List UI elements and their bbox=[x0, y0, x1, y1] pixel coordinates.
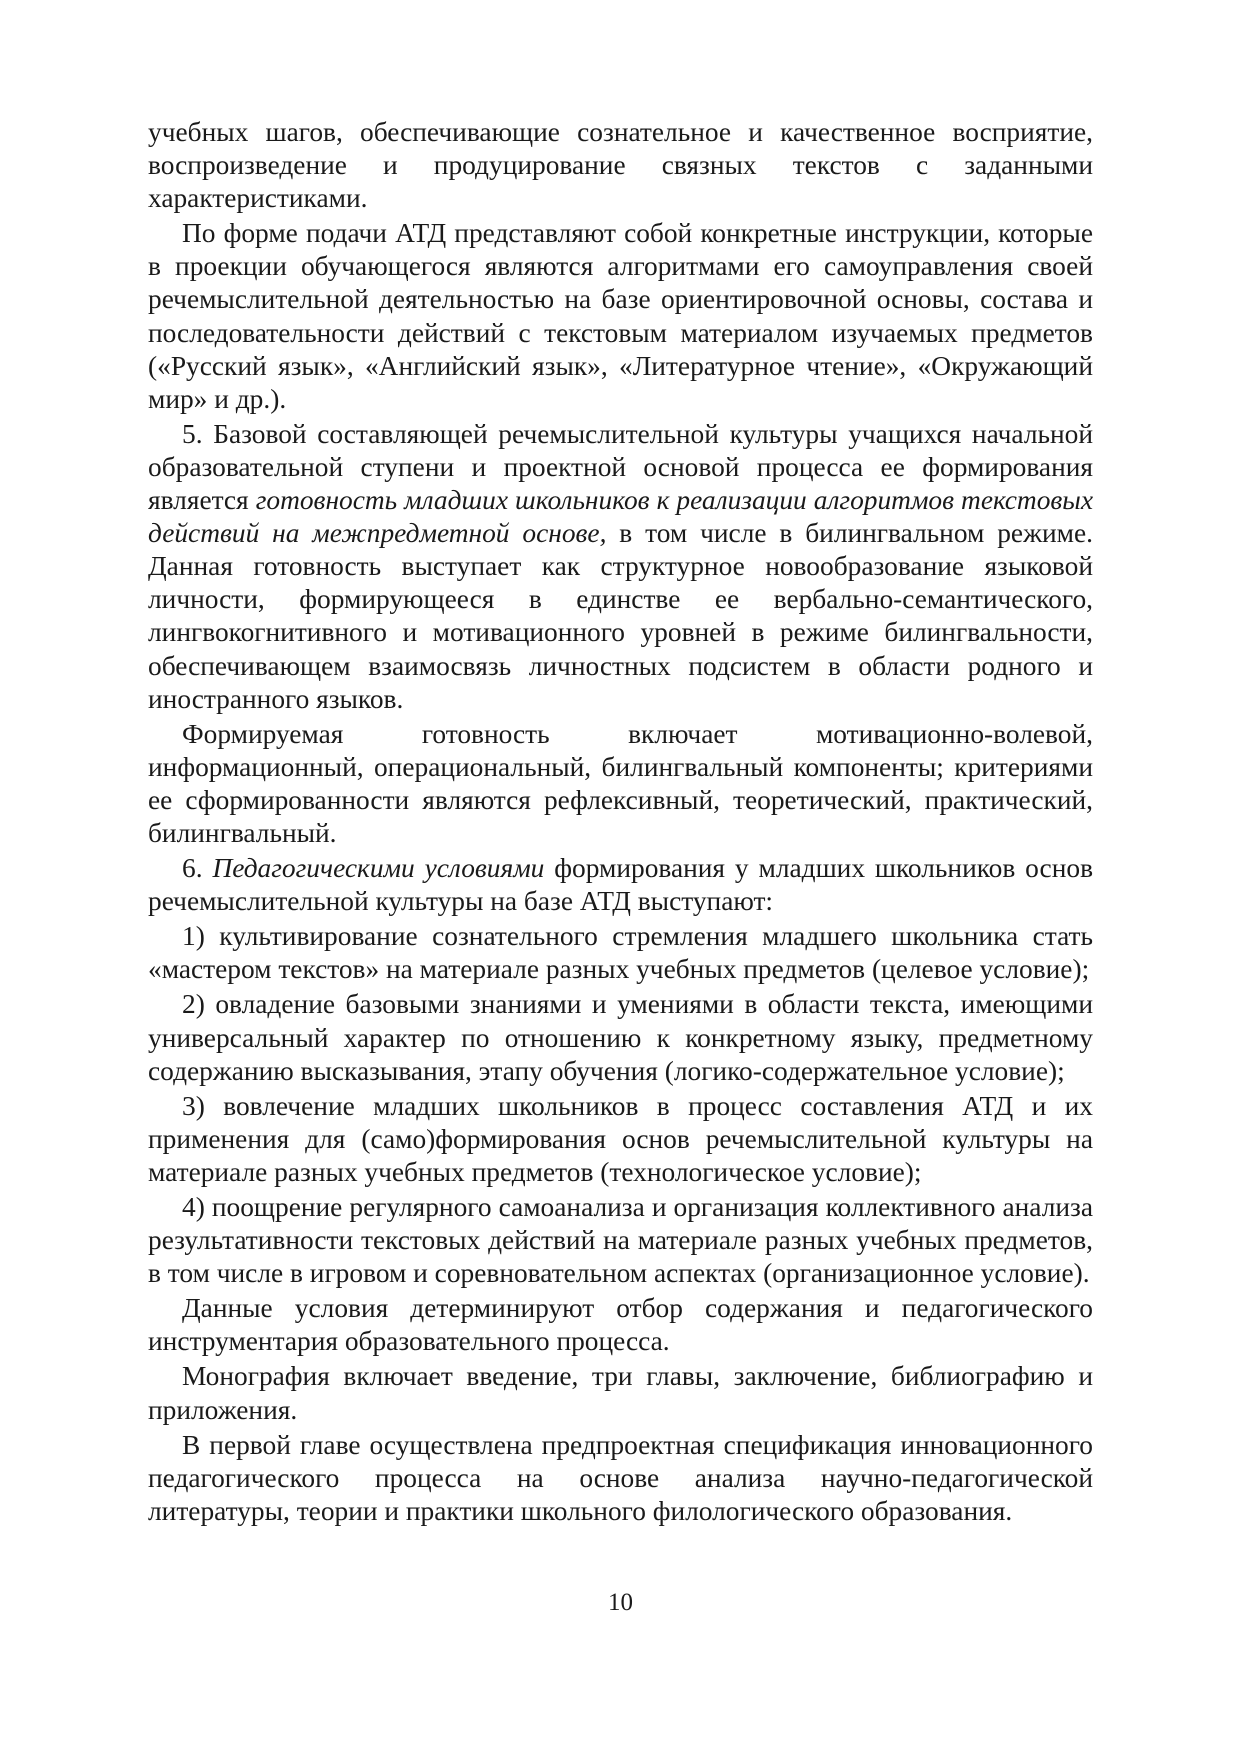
paragraph-point-5-emphasis: готовность младших школьников к реализации алгоритмов текстовых действий на межпредметной основе, bbox=[148, 485, 1093, 549]
list-item-condition-4: 4) поощрение регулярного самоанализа и организация коллективного анализа результативности текстовых действий на материале разных учебных предметов, в том числе в игровом и соревновательном аспектах (организационное условие). bbox=[148, 1192, 1093, 1289]
paragraph-point-6-emphasis: Педагогическими условиями bbox=[212, 853, 545, 884]
paragraph-point-6 bbox=[148, 852, 1093, 918]
paragraph-point-5-tail: в том числе в билингвальном режиме. Данная готовность выступает как структурное новообразование языковой личности, формирующееся в единстве ее вербально-семантического, лингвокогнитивного и мотивационного уровней в режиме билингвальности, обеспечивающем взаимосвязь личностных подсистем в области родного и иностранного языков. bbox=[148, 518, 1093, 714]
paragraph-point-6-number: 6. bbox=[182, 853, 213, 884]
page-number: 10 bbox=[608, 1589, 633, 1616]
paragraph-point-6-text: формирования у младших школьников основ речемыслительной культуры на базе АТД выступают: bbox=[148, 853, 1093, 917]
paragraph-conditions-summary: Данные условия детерминируют отбор содержания и педагогического инструментария образовательного процесса. bbox=[148, 1293, 1093, 1357]
paragraph-continuation: учебных шагов, обеспечивающие сознательное и качественное восприятие, воспроизведение и продуцирование связных текстов с заданными характеристиками. bbox=[148, 117, 1093, 214]
paragraph-point-5-text: 5. Базовой составляющей речемыслительной культуры учащихся начальной образовательной ступени и проектной основой процесса ее формирования является bbox=[148, 418, 1093, 516]
paragraph-atd-form: По форме подачи АТД представляют собой конкретные инструкции, которые в проекции обучающегося являются алгоритмами его самоуправления своей речемыслительной деятельностью на базе ориентировочной основы, состава и последовательности действий с текстовым материалом изучаемых предметов («Русский язык», «Английский язык», «Литературное чтение», «Окружающий мир» и др.). bbox=[148, 218, 1093, 414]
document-page bbox=[148, 116, 1093, 1530]
list-item-condition-3: 3) вовлечение младших школьников в процесс составления АТД и их применения для (само)формирования основ речемыслительной культуры на материале разных учебных предметов (технологическое условие); bbox=[148, 1090, 1093, 1187]
paragraph-readiness: Формируемая готовность включает мотивационно-волевой, информационный, операциональный, билингвальный компоненты; критериями ее сформированности являются рефлексивный, теоретический, практический, билингвальный. bbox=[148, 718, 1093, 848]
paragraph-first-chapter: В первой главе осуществлена предпроектная спецификация инновационного педагогического процесса на основе анализа научно-педагогической литературы, теории и практики школьного филологического образования. bbox=[148, 1429, 1093, 1526]
list-item-condition-2: 2) овладение базовыми знаниями и умениями в области текста, имеющими универсальный характер по отношению к конкретному языку, предметному содержанию высказывания, этапу обучения (логико-содержательное условие); bbox=[148, 989, 1093, 1086]
paragraph-monograph-structure: Монография включает введение, три главы, заключение, библиографию и приложения. bbox=[148, 1361, 1093, 1425]
paragraph-point-5 bbox=[148, 418, 1093, 716]
list-item-condition-1: 1) культивирование сознательного стремления младшего школьника стать «мастером текстов» на материале разных учебных предметов (целевое условие); bbox=[148, 921, 1093, 985]
